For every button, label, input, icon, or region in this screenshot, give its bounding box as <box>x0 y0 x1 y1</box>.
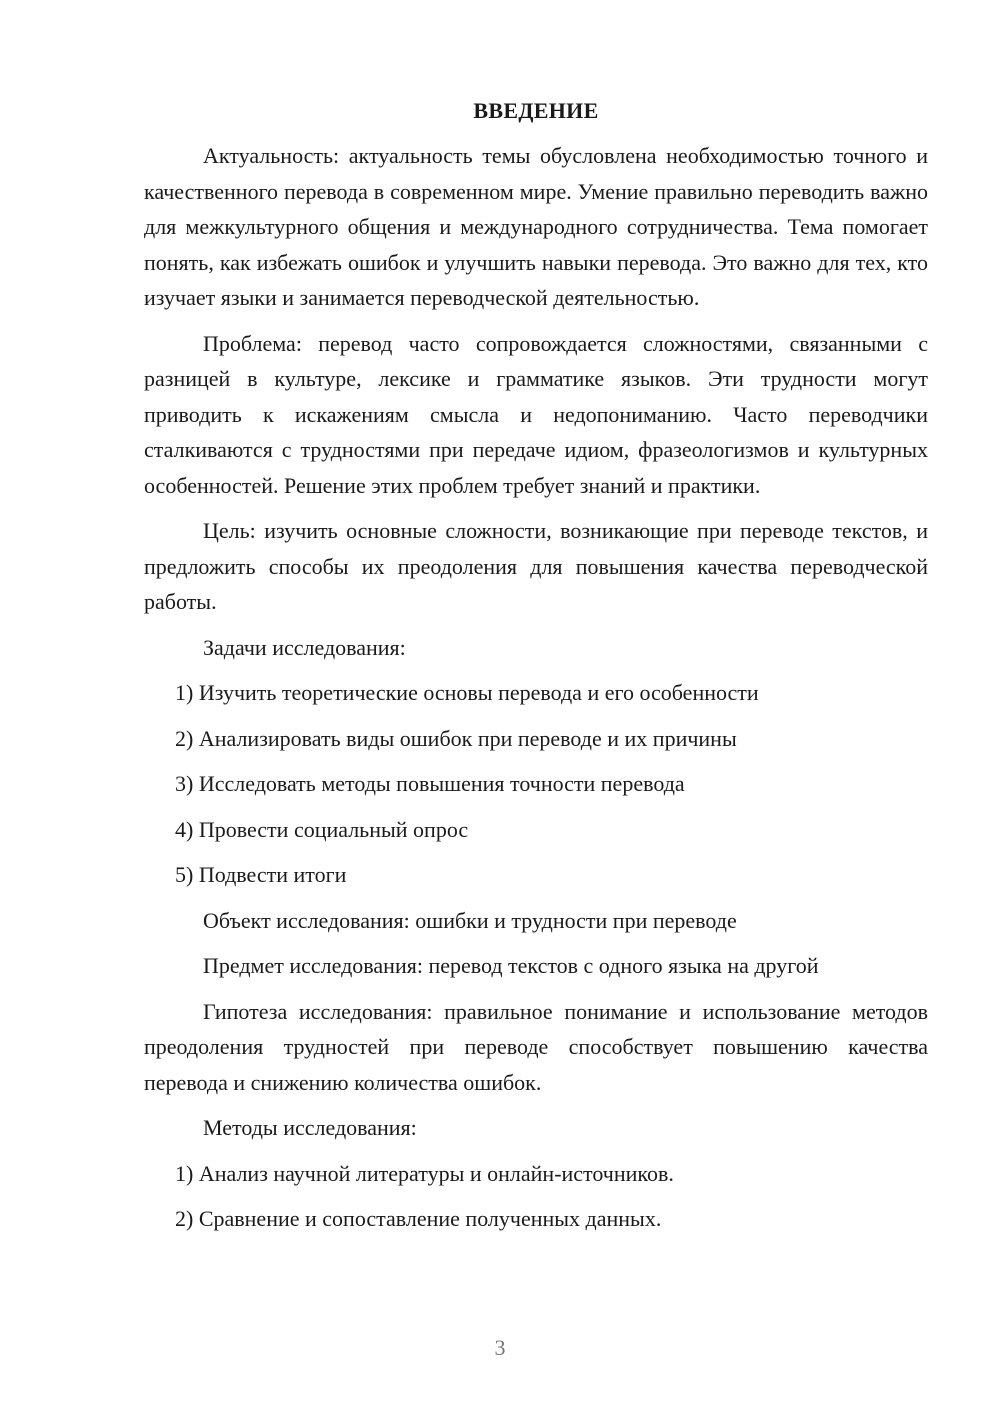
page-number: 3 <box>494 1335 506 1360</box>
list-item: 1) Изучить теоретические основы перевода и его особенности <box>175 680 759 705</box>
list-item: 1) Анализ научной литературы и онлайн-источников. <box>175 1160 674 1186</box>
section-heading: ВВЕДЕНИЕ <box>473 98 599 123</box>
relevance-paragraph: Актуальность: актуальность темы обусловлена необходимостью точного и качественного перевода в современном мире. Умение правильно переводить важно для межкультурного общения и международного сотрудничества. Тема помогает понять, как избежать ошибок и улучшить навыки перевода. Это важно для тех, кто изучает языки и занимается переводческой деятельностью. <box>144 143 928 310</box>
hypothesis-paragraph: Гипотеза исследования: правильное понимание и использование методов преодоления трудностей при переводе способствует повышению качества перевода и снижению количества ошибок. <box>144 998 928 1095</box>
page-content <box>144 96 928 1247</box>
list-item: 4) Провести социальный опрос <box>175 816 469 842</box>
methods-list <box>144 1156 928 1237</box>
object-paragraph: Объект исследования: ошибки и трудности при переводе <box>203 907 737 933</box>
methods-title: Методы исследования: <box>203 1115 417 1140</box>
list-item: 2) Сравнение и сопоставление полученных данных. <box>175 1206 662 1231</box>
subject-paragraph: Предмет исследования: перевод текстов с одного языка на другой <box>203 953 819 978</box>
list-item: 3) Исследовать методы повышения точности перевода <box>175 771 685 796</box>
goal-paragraph: Цель: изучить основные сложности, возникающие при переводе текстов, и предложить способы их преодоления для повышения качества переводческой работы. <box>144 518 928 614</box>
tasks-title: Задачи исследования: <box>203 634 406 660</box>
tasks-list <box>144 675 928 893</box>
list-item: 2) Анализировать виды ошибок при переводе и их причины <box>175 725 737 751</box>
problem-paragraph: Проблема: перевод часто сопровождается сложностями, связанными с разницей в культуре, лексике и грамматике языков. Эти трудности могут приводить к искажениям смысла и недопониманию. Часто переводчики сталкиваются с трудностями при передаче идиом, фразеологизмов и культурных особенностей. Решение этих проблем требует знаний и практики. <box>144 330 928 498</box>
list-item: 5) Подвести итоги <box>175 862 347 887</box>
